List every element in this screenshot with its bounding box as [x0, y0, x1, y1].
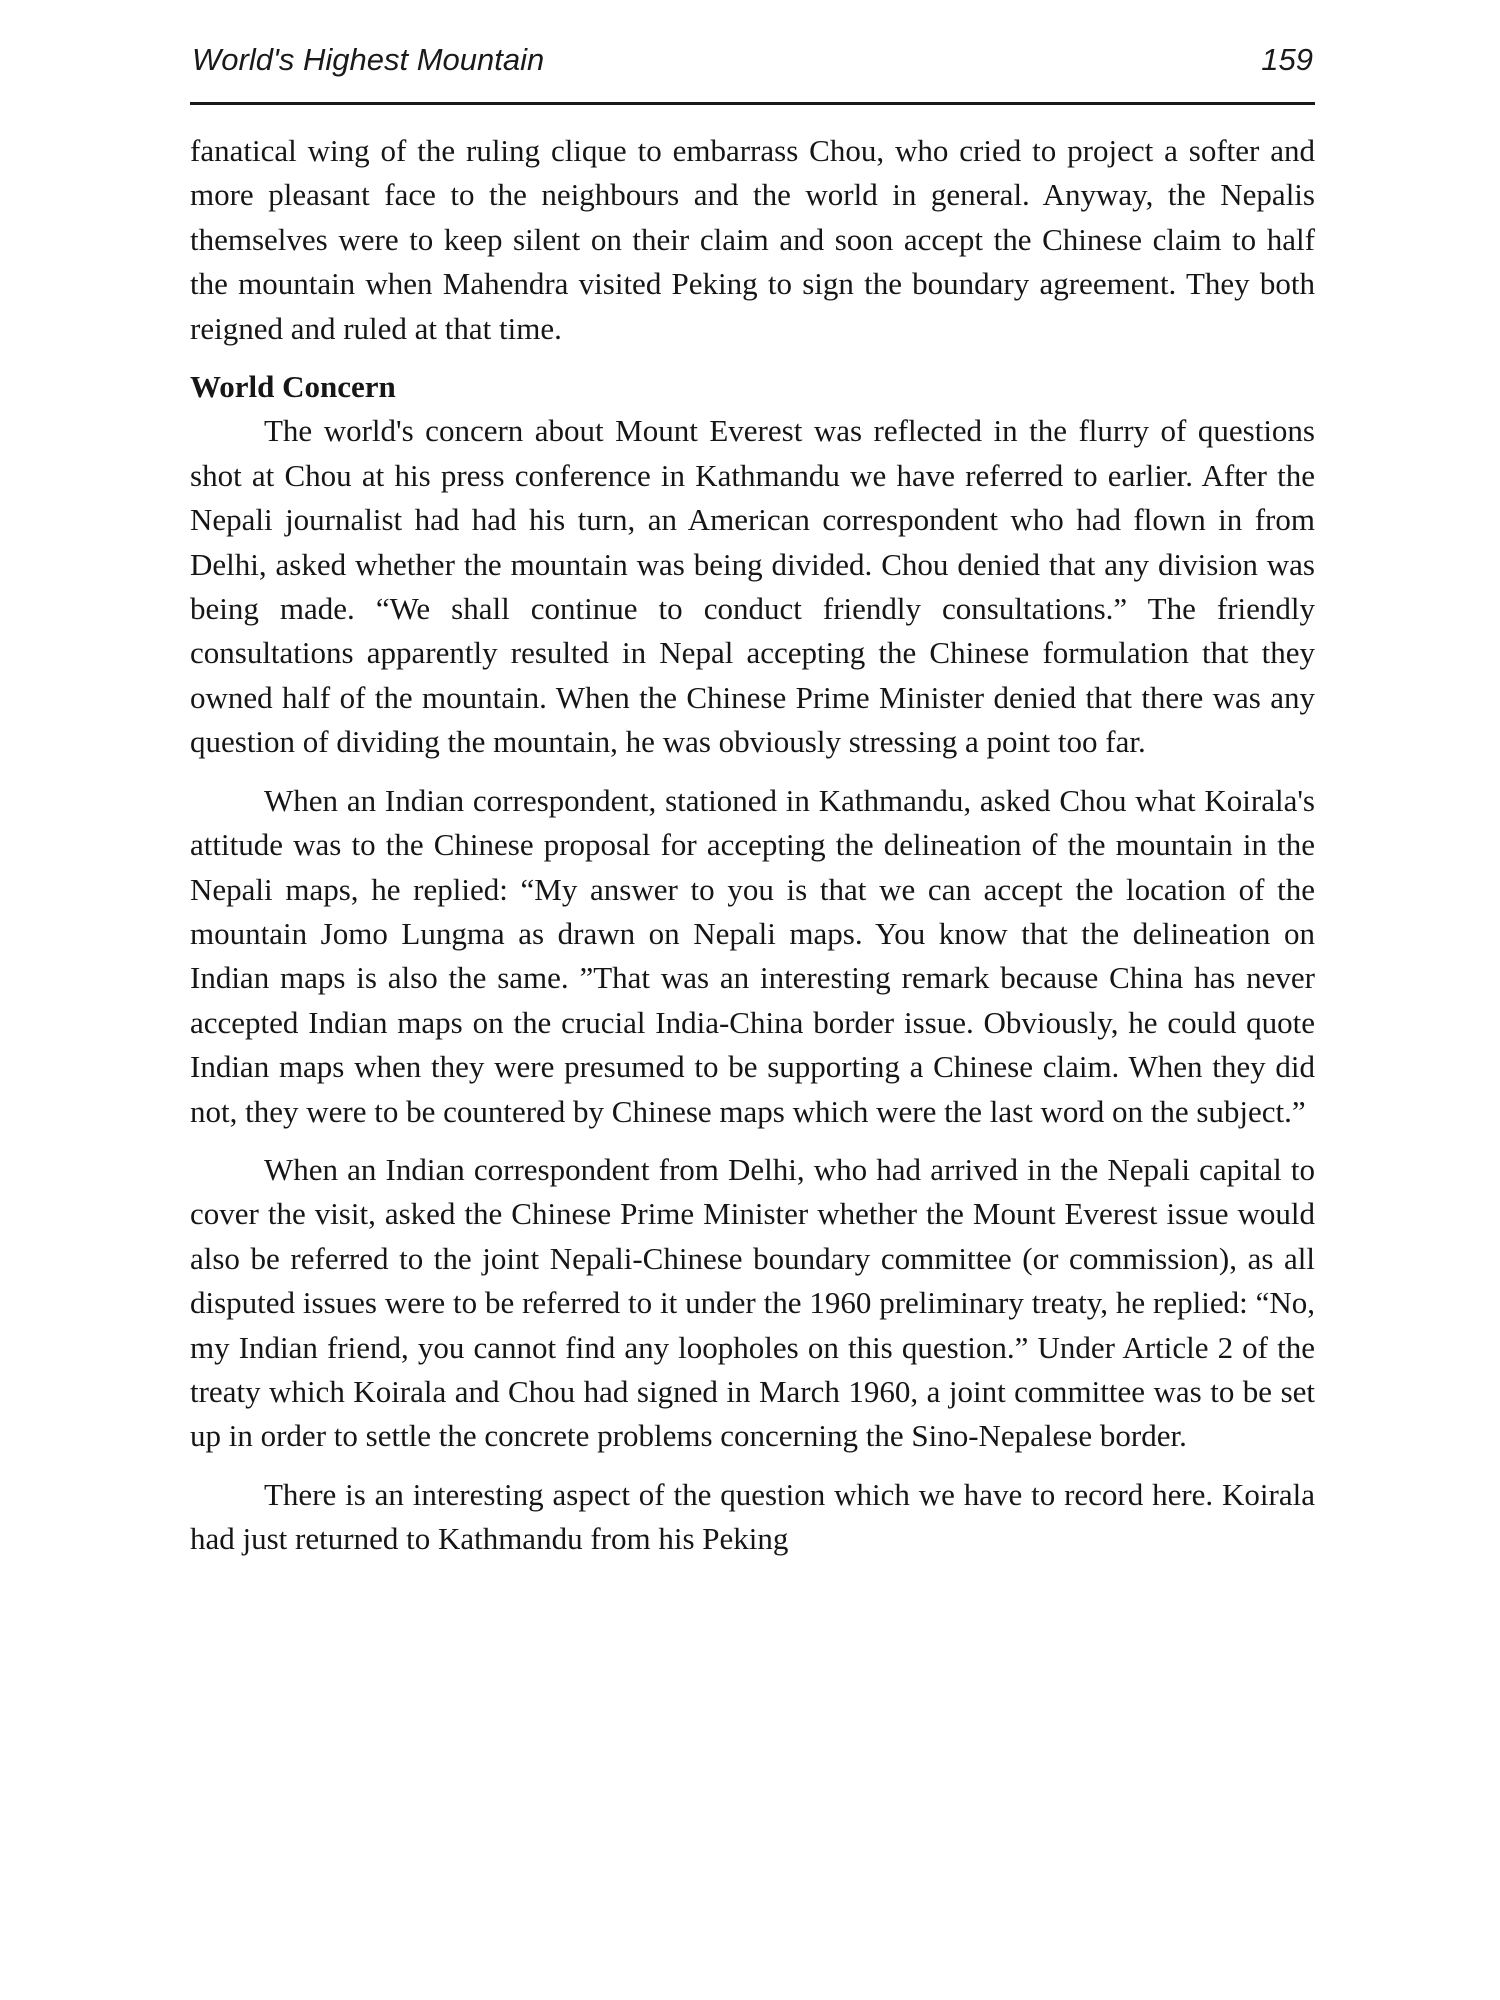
paragraph-1: fanatical wing of the ruling clique to embarrass Chou, who cried to project a softer and more pleasant face to the neighbours and the world in general. Anyway, the Nepalis themselves were to keep silent on their claim and soon accept the Chinese claim to half the mountain when Mahendra visited Peking to sign the boundary agreement. They both reigned and ruled at that time.	[190, 133, 1315, 346]
paragraph-5: There is an interesting aspect of the question which we have to record here. Koirala had just returned to Kathmandu from his Peking	[190, 1476, 1315, 1557]
header-rule	[190, 102, 1315, 105]
section-heading: World Concern	[190, 369, 396, 405]
paragraph-2: The world's concern about Mount Everest was reflected in the flurry of questions shot at Chou at his press conference in Kathmandu we have referred to earlier. After the Nepali journalist had had his turn, an American correspondent who had flown in from Delhi, asked whether the mountain was being divided. Chou denied that any division was being made. “We shall continue to conduct friendly consultations.” The friendly consultations apparently resulted in Nepal accepting the Chinese formulation that they owned half of the mountain. When the Chinese Prime Minister denied that there was any question of dividing the mountain, he was obviously stressing a point too far.	[190, 413, 1315, 760]
paragraph-4: When an Indian correspondent from Delhi, who had arrived in the Nepali capital to cover the visit, asked the Chinese Prime Minister whether the Mount Everest issue would also be referred to the joint Nepali-Chinese boundary committee (or commission), as all disputed issues were to be referred to it under the 1960 preliminary treaty, he replied: “No, my Indian friend, you cannot find any loopholes on this question.” Under Article 2 of the treaty which Koirala and Chou had signed in March 1960, a joint committee was to be set up in order to settle the concrete problems concerning the Sino-Nepalese border.	[190, 1151, 1315, 1454]
paragraph-3: When an Indian correspondent, stationed in Kathmandu, asked Chou what Koirala's attitude was to the Chinese proposal for accepting the delineation of the mountain in the Nepali maps, he replied: “My answer to you is that we can accept the location of the mountain Jomo Lungma as drawn on Nepali maps. You know that the delineation on Indian maps is also the same. ”That was an interesting remark because China has never accepted Indian maps on the crucial India-China border issue. Obviously, he could quote Indian maps when they were presumed to be supporting a Chinese claim. When they did not, they were to be countered by Chinese maps which were the last word on the subject.”	[190, 782, 1315, 1129]
book-page	[190, 40, 1315, 1562]
page-number: 159	[1261, 42, 1313, 77]
running-header	[190, 40, 1315, 80]
running-title: World's Highest Mountain	[192, 42, 545, 77]
